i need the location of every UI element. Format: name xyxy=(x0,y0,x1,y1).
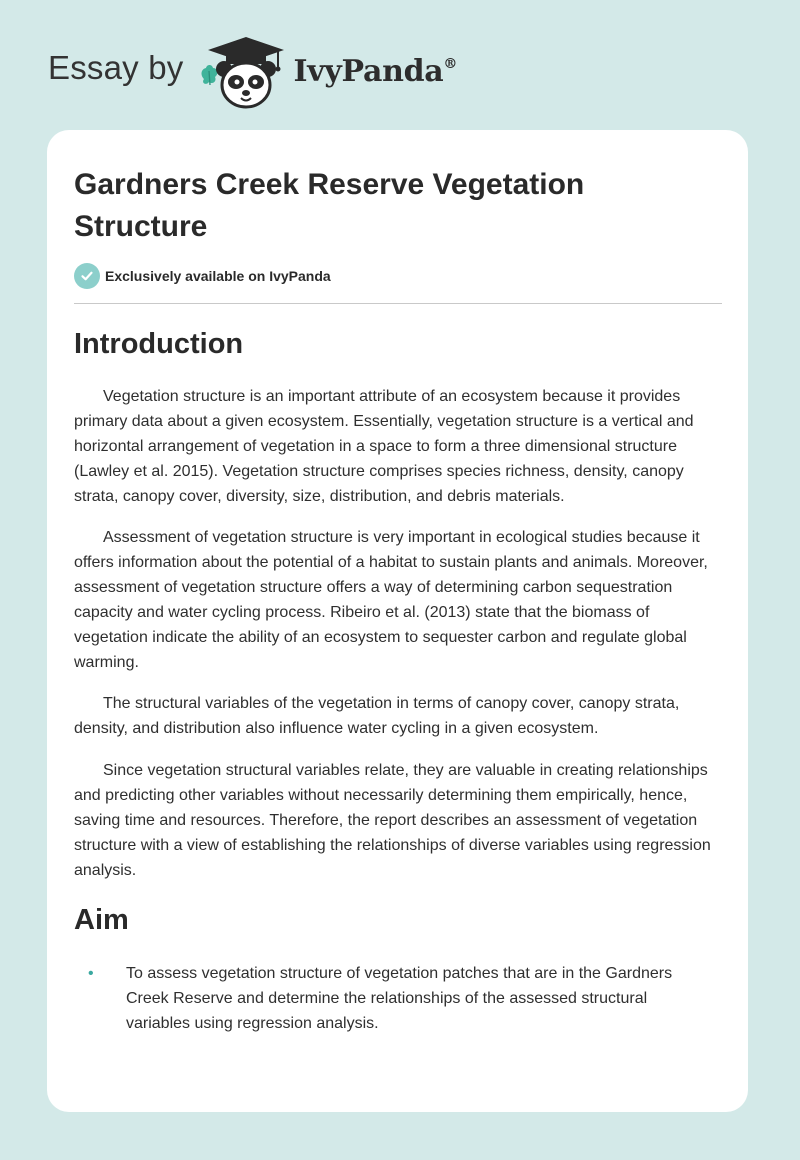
essay-card xyxy=(47,130,748,1112)
site-header xyxy=(48,34,457,114)
check-circle-icon xyxy=(74,263,100,289)
list-item-text: To assess vegetation structure of vegetation patches that are in the Gardners Creek Reserve and determine the relationships of the assessed structural variables using regression analysis. xyxy=(126,965,673,1032)
bullet-dot-icon: • xyxy=(88,965,94,982)
essay-title: Gardners Creek Reserve Vegetation Structure xyxy=(74,168,585,243)
panda-graduate-logo-icon[interactable] xyxy=(198,35,288,113)
divider xyxy=(74,303,722,304)
essay-by-label: Essay by xyxy=(48,49,184,86)
paragraph: Since vegetation structural variables relate, they are valuable in creating relationships and predicting other variables without necessarily determining them empirically, hence, saving time and resources. Therefore, the report describes an assessment of vegetation structure with a view of establishing the relationships of diverse variables using regression analysis. xyxy=(74,762,711,879)
brand-text: IvyPanda xyxy=(293,53,444,89)
brand-name[interactable] xyxy=(294,54,458,89)
registered-mark: ® xyxy=(443,55,458,72)
section-heading-aim: Aim xyxy=(74,904,129,936)
paragraph: Vegetation structure is an important attribute of an ecosystem because it provides primary data about a given ecosystem. Essentially, vegetation structure is a vertical and horizontal arrangement of vegetation in a space to form a three dimensional structure (Lawley et al. 2015). Vegetation structure comprises species richness, density, canopy strata, canopy cover, diversity, size, distribution, and debris materials. xyxy=(74,388,694,505)
exclusive-badge xyxy=(74,263,331,289)
paragraph: Assessment of vegetation structure is very important in ecological studies because it offers information about the potential of a habitat to sustain plants and animals. Moreover, assessment of vegetation structure offers a way of determining carbon sequestration capacity and water cycling process. Ribeiro et al. (2013) state that the biomass of vegetation indicate the ability of an ecosystem to sequester carbon and regulate global warming. xyxy=(74,529,708,671)
paragraph: The structural variables of the vegetation in terms of canopy cover, canopy strata, density, and distribution also influence water cycling in a given ecosystem. xyxy=(74,695,680,737)
section-heading-introduction: Introduction xyxy=(74,328,244,360)
exclusive-text: Exclusively available on IvyPanda xyxy=(105,268,331,284)
list-item xyxy=(74,962,724,1037)
